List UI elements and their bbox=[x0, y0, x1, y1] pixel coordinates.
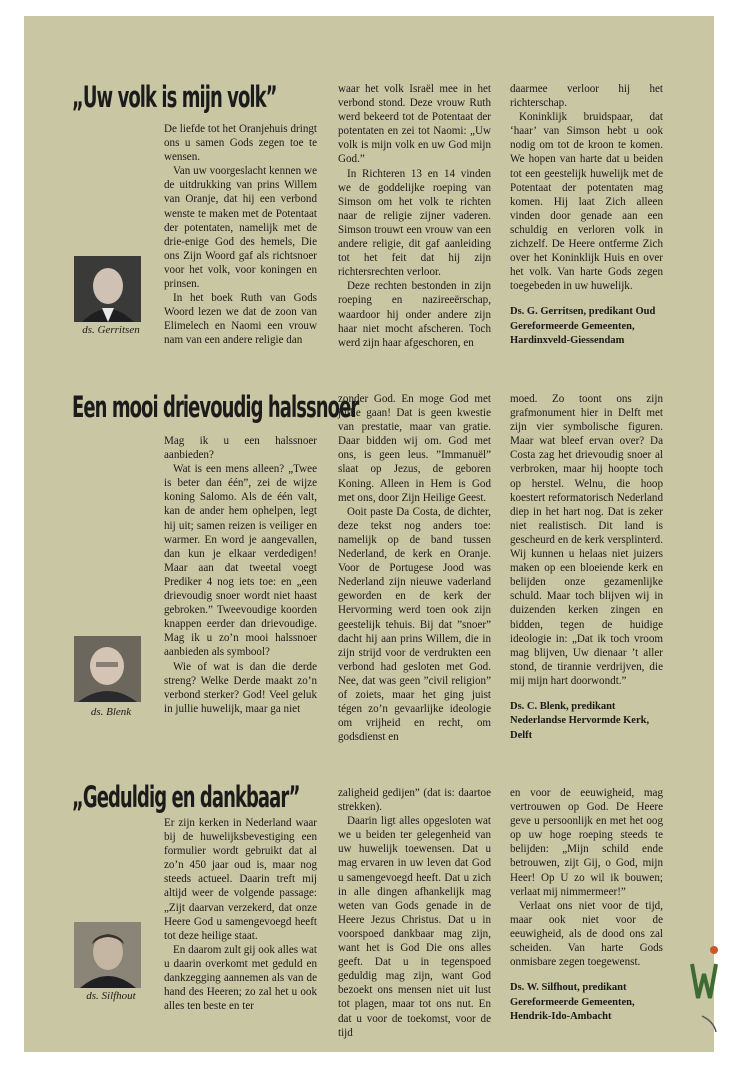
text-column-1 bbox=[164, 434, 317, 716]
portrait-caption: ds. Gerritsen bbox=[82, 324, 140, 336]
signature: Ds. G. Gerritsen, predikant Oud Gereformeerde Gemeenten, Hardinxveld-Giessendam bbox=[510, 306, 656, 347]
paragraph: Er zijn kerken in Nederland waar bij de huwelijksbevestiging een formulier wordt gebruikt dat al zo’n 450 jaar oud is, maar nog steeds actueel. Daarin treft mij altijd weer de volgende passage: „Zijt daarvan verzekerd, dat onze Heere God u samengevoegd heeft tot deze heilige staat. bbox=[164, 817, 317, 942]
text-column-1 bbox=[164, 816, 317, 1013]
portrait-photo bbox=[74, 636, 141, 702]
portrait-caption: ds. Blenk bbox=[90, 706, 132, 718]
paragraph: Daarin ligt alles opgesloten wat we u beiden ter gelegenheid van uw huwelijk toewensen. Dat u mag ervaren in uw leven dat God u samengevoegd heeft. Dat u zich in alle dingen afhankelijk mag weten van Gods genade in de Heere Jezus Christus. Dat u in voorspoed dankbaar mag zijn, want het is God Die ons alles geeft. Dat u in tegenspoed geduldig mag zijn, want God bezoekt ons mensen niet uit lust tot plagen, maar tot ons nut. En dat u voor de toekomst, voor de tijd bbox=[338, 815, 491, 1039]
paragraph: Wie of wat is dan die derde streng? Welke Derde maakt zo’n verbond sterker? God! Veel geluk in jullie huwelijk, maar ga niet bbox=[164, 660, 317, 715]
page-edge bbox=[714, 0, 738, 1068]
text-column-2 bbox=[338, 82, 491, 350]
paragraph: daarmee verloor hij het richterschap. bbox=[510, 83, 663, 110]
paragraph: waar het volk Israël mee in het verbond stond. Deze vrouw Ruth werd bekeerd tot de Potentaat der potentaten en zei tot Naomi: „Uw volk is mijn volk en uw God mijn God.” bbox=[338, 83, 491, 166]
paragraph: Wat is een mens alleen? „Twee is beter dan één”, zei de wijze koning Salomo. Als de één valt, kan de ander hem ophelpen, legt hij uit; samen reizen is veiliger en warmer. En word je aangevallen, dan kun je elkaar verdedigen! Maar aan dat tweetal voegt Prediker 4 nog iets toe: en „een drievoudig snoer wordt niet haast gebroken.” Tweevoudige koorden knappen eerder dan drievoudige. Mag ik u zo’n mooi halssnoer aanbieden als symbool? bbox=[164, 463, 317, 659]
portrait-photo bbox=[74, 922, 141, 988]
decorative-logo-icon bbox=[690, 936, 720, 1036]
text-column-3 bbox=[510, 786, 663, 1025]
paragraph: moed. Zo toont ons zijn grafmonument hier in Delft met zijn vier symbolische figuren. Maar wat bleef ervan over? Da Costa zag het drievoudig snoer al verbroken, maar hij hoopte toch op herstel. Welnu, die hoop koestert reformatorisch Nederland diep in het hart nog. Dat is zeker niet realistisch. Dit land is gescheurd en de kerk versplinterd. Wij kunnen u helaas niet juizers maken op een bloeiende kerk en belijden onze gezamenlijke schuld. Maar toch blijven wij in duizenden kerken zingen en bidden, tegen de huidige ideologie in: „Dat ik toch vroom mag blijven, Uw dienaar ’t aller stond, de tirannie verdrijven, die mij mijn hart doorwondt.” bbox=[510, 393, 663, 687]
paragraph: zonder God. En moge God met jullie gaan! Dat is geen kwestie van prestatie, maar van gratie. Daar bidden wij om. God met ons, is geen leus. ”Immanuël” slaat op Jezus, de geboren Koning. Alleen in Hem is God met ons, door Zijn Heilige Geest. bbox=[338, 393, 491, 504]
signature: Ds. C. Blenk, predikant Nederlandse Hervormde Kerk, Delft bbox=[510, 700, 650, 741]
portrait-caption: ds. Silfhout bbox=[86, 990, 136, 1002]
text-column-3 bbox=[510, 82, 663, 349]
paragraph: Ooit paste Da Costa, de dichter, deze tekst nog anders toe: namelijk op de band tussen Nederland, de kerk en Oranje. Voor de Portugese Jood was Nederland zijn nieuwe vaderland geworden en de kerk der Hervorming werd toen ook zijn geestelijk tehuis. Bij dat ”snoer” dacht hij aan prins Willem, die in zijn strijd voor de verdrukten een verbond had gesloten met God. Nee, dat was geen ”civil religion” of zoiets, maar het ging juist tégen zo’n gevaarlijke ideologie om vrijheid en recht, om godsdienst en bbox=[338, 505, 491, 744]
paragraph: Koninklijk bruidspaar, dat ‘haar’ van Simson hebt u ook nodig om tot de kroon te komen. We hopen van harte dat u beiden tot een geestelijk huwelijk met de Potentaat der potentaten mag komen. Hij laat Zich alleen vinden door genade aan een schuldig en verloren volk in zichzelf. De Heere ontferme Zich over het Koninklijk Huis en over het volk. Van harte Gods zegen toegebeden in uw huwelijk. bbox=[510, 111, 663, 293]
section-headline: „Geduldig en dankbaar” bbox=[72, 780, 300, 814]
article-page bbox=[24, 16, 714, 1052]
paragraph: Mag ik u een halssnoer aanbieden? bbox=[164, 435, 317, 462]
signature: Ds. W. Silfhout, predikant Gereformeerde Gemeenten, Hendrik-Ido-Ambacht bbox=[510, 982, 635, 1023]
paragraph: zaligheid gedijen” (dat is: daartoe strekken). bbox=[338, 787, 491, 814]
paragraph: In het boek Ruth van Gods Woord lezen we dat de zoon van Elimelech en Naomi een vrouw nam van een andere religie dan bbox=[164, 292, 317, 347]
paragraph: Verlaat ons niet voor de tijd, maar ook niet voor de eeuwigheid, als de dood ons zal scheiden. Van harte Gods onmisbare zegen toegewenst. bbox=[510, 899, 663, 969]
paragraph: En daarom zult gij ook alles wat u daarin overkomt met geduld en dankzegging aannemen als van de hand des Heeren; zo zal het u ook alles ten beste en ter bbox=[164, 943, 317, 1013]
paragraph: Deze rechten bestonden in zijn roeping en nazireeërschap, waardoor hij onder andere zijn haar niet mocht afscheren. Toch werd zijn haar afgeschoren, en bbox=[338, 280, 491, 349]
section-headline: Een mooi drievoudig halssnoer bbox=[72, 390, 359, 424]
portrait-photo bbox=[74, 256, 141, 322]
text-column-2 bbox=[338, 786, 491, 1040]
paragraph: In Richteren 13 en 14 vinden we de goddelijke roeping van Simson om het volk te richten naar de religie zijner vaderen. Simson trouwt een vrouw van een andere religie, dit gaf aanleiding tot het feit dat hij zijn richtersrechten verloor. bbox=[338, 167, 491, 279]
text-column-2 bbox=[338, 392, 491, 744]
paragraph: De liefde tot het Oranjehuis dringt ons u samen Gods zegen toe te wensen. bbox=[164, 123, 317, 164]
paragraph: Van uw voorgeslacht kennen we de uitdrukking van prins Willem van Oranje, dat hij een verbond wenste te maken met de Potentaat der potentaten, namelijk met de drie-enige God des hemels, Die ons Zijn Woord gaf als richtsnoer voor het volk, voor koningen en prinsen. bbox=[164, 165, 317, 291]
text-column-3 bbox=[510, 392, 663, 743]
text-column-1 bbox=[164, 122, 317, 348]
section-headline: „Uw volk is mijn volk” bbox=[72, 80, 277, 114]
paragraph: en voor de eeuwigheid, mag vertrouwen op God. De Heere geve u persoonlijk en met het oog op uw hoge roeping steeds te belijden: „Mijn schild ende betrouwen, zijt Gij, o God, mijn Heer! Op U zo wil ik bouwen; verlaat mij nimmermeer!” bbox=[510, 787, 663, 898]
